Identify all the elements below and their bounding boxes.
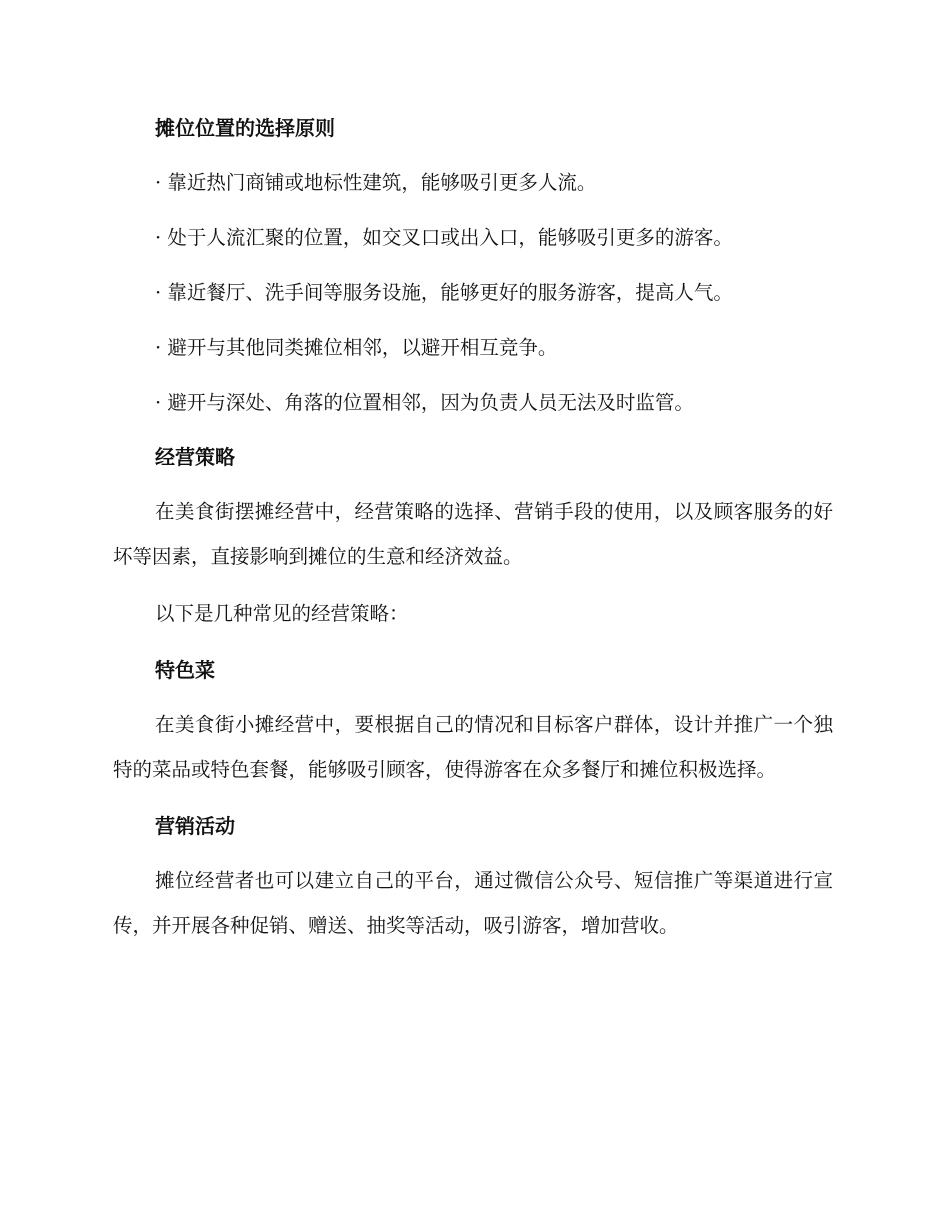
section-title-marketing-activities: 营销活动 xyxy=(155,814,235,838)
bullet-item: · 处于人流汇聚的位置，如交叉口或出入口，能够吸引更多的游客。 xyxy=(155,226,733,249)
body-paragraph: 以下是几种常见的经营策略： xyxy=(155,602,409,625)
body-paragraph: 在美食街小摊经营中，要根据自己的情况和目标客户群体，设计并推广一个独特的菜品或特色套餐，能够吸引顾客，使得游客在众多餐厅和摊位积极选择。 xyxy=(113,713,833,781)
document-body xyxy=(113,113,833,948)
bullet-item: · 靠近餐厅、洗手间等服务设施，能够更好的服务游客，提高人气。 xyxy=(155,281,733,304)
bullet-item: · 靠近热门商铺或地标性建筑，能够吸引更多人流。 xyxy=(155,171,597,194)
body-paragraph: 摊位经营者也可以建立自己的平台，通过微信公众号、短信推广等渠道进行宣传，并开展各种促销、赠送、抽奖等活动，吸引游客，增加营收。 xyxy=(113,869,833,937)
section-title-stall-location: 摊位位置的选择原则 xyxy=(155,116,335,140)
body-paragraph: 在美食街摆摊经营中，经营策略的选择、营销手段的使用，以及顾客服务的好坏等因素，直接影响到摊位的生意和经济效益。 xyxy=(113,500,833,568)
bullet-item: · 避开与其他同类摊位相邻，以避开相互竞争。 xyxy=(155,336,558,359)
section-title-signature-dish: 特色菜 xyxy=(155,658,215,682)
bullet-item: · 避开与深处、角落的位置相邻，因为负责人员无法及时监管。 xyxy=(155,391,694,414)
section-title-business-strategy: 经营策略 xyxy=(155,445,235,469)
